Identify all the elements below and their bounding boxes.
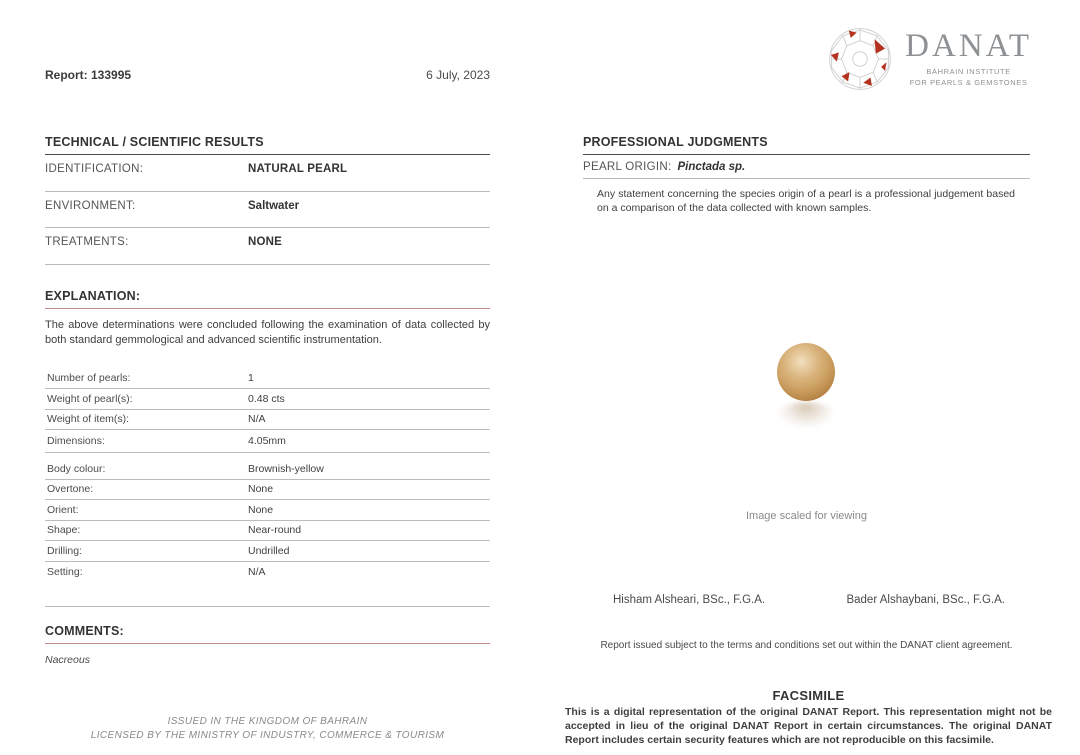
overtone-label: Overtone: (47, 483, 94, 496)
primary-properties-table (45, 369, 490, 454)
image-scale-caption: Image scaled for viewing (745, 510, 868, 522)
issuer-footer-line1: ISSUED IN THE KINGDOM OF BAHRAIN (167, 716, 368, 727)
number-of-pearls-label: Number of pearls: (47, 372, 131, 385)
setting-value: N/A (248, 565, 266, 578)
treatments-value: NONE (248, 236, 283, 248)
gem-emblem-icon (827, 26, 893, 92)
shape-label: Shape: (47, 524, 81, 537)
pearl-origin-value: Pinctada sp. (677, 161, 746, 173)
orient-label: Orient: (47, 503, 79, 516)
pearl-origin-row (583, 155, 1030, 179)
professional-judgments-title: PROFESSIONAL JUDGMENTS (583, 135, 1030, 155)
section-divider (45, 606, 490, 607)
environment-label: ENVIRONMENT: (45, 199, 136, 212)
identification-label: IDENTIFICATION: (45, 163, 144, 175)
facsimile-title: FACSIMILE (772, 688, 845, 703)
logo-text (905, 30, 1032, 87)
signatures-row (583, 594, 1030, 606)
environment-value: Saltwater (248, 199, 300, 212)
danat-logo (827, 26, 1032, 92)
table-row (45, 562, 490, 583)
technical-results-title: TECHNICAL / SCIENTIFIC RESULTS (45, 135, 490, 155)
logo-wordmark: DANAT (905, 28, 1032, 65)
table-row (45, 430, 490, 453)
comments-title: COMMENTS: (45, 624, 490, 644)
overtone-value: None (248, 483, 274, 496)
table-row (45, 228, 490, 265)
dimensions-value: 4.05mm (248, 435, 286, 448)
setting-label: Setting: (47, 565, 83, 578)
table-row (45, 369, 490, 390)
origin-disclaimer: Any statement concerning the species origin of a pearl is a professional judgement based on a comparison of the data collected with known samples. (597, 188, 1015, 215)
professional-judgments-column (583, 135, 1030, 216)
table-row (45, 541, 490, 562)
facsimile-section (565, 688, 1052, 748)
terms-note: Report issued subject to the terms and conditions set out within the DANAT client agreement. (600, 640, 1013, 651)
orient-value: None (248, 503, 274, 516)
weight-of-pearls-value: 0.48 cts (248, 392, 285, 405)
weight-of-items-value: N/A (248, 413, 266, 426)
facsimile-body: This is a digital representation of the original DANAT Report. This representation might not be accepted in lieu of the original DANAT Report in certain circumstances. The original DANAT Report includes certain security features which are not reproducible on this facsimile. (565, 706, 1052, 746)
drilling-value: Undrilled (248, 544, 290, 557)
table-row (45, 155, 490, 192)
explanation-title: EXPLANATION: (45, 289, 490, 309)
shape-value: Near-round (248, 524, 302, 537)
logo-tagline-line1: BAHRAIN INSTITUTE (926, 67, 1011, 77)
treatments-label: TREATMENTS: (45, 236, 129, 248)
pearl-photo-area (583, 340, 1030, 530)
table-row (45, 521, 490, 542)
dimensions-label: Dimensions: (47, 435, 105, 448)
body-colour-label: Body colour: (47, 462, 106, 475)
weight-of-items-label: Weight of item(s): (47, 413, 130, 426)
signatory-left: Hisham Alsheari, BSc., F.G.A. (613, 594, 766, 606)
table-row (45, 192, 490, 229)
technical-results-column (45, 135, 490, 666)
identification-value: NATURAL PEARL (248, 163, 348, 175)
drilling-label: Drilling: (47, 544, 83, 557)
explanation-body: The above determinations were concluded following the examination of data collected by both standard gemmological and advanced scientific instrumentation. (45, 318, 490, 347)
signatory-right: Bader Alshaybani, BSc., F.G.A. (846, 594, 1005, 606)
table-row (45, 389, 490, 410)
weight-of-pearls-label: Weight of pearl(s): (47, 392, 133, 405)
pearl-image (777, 343, 835, 401)
logo-tagline (910, 67, 1028, 87)
body-colour-value: Brownish-yellow (248, 462, 324, 475)
issuer-footer-line2: LICENSED BY THE MINISTRY OF INDUSTRY, COMMERCE & TOURISM (90, 729, 445, 741)
report-number: Report: 133995 (45, 68, 132, 82)
table-row (45, 459, 490, 480)
number-of-pearls-value: 1 (248, 372, 254, 385)
logo-tagline-line2: FOR PEARLS & GEMSTONES (909, 77, 1028, 87)
table-row (45, 500, 490, 521)
comments-section (45, 624, 490, 666)
report-date: 6 July, 2023 (426, 68, 490, 82)
issuer-footer (45, 715, 490, 742)
table-row (45, 410, 490, 431)
explanation-section (45, 289, 490, 349)
secondary-properties-table (45, 459, 490, 582)
table-row (45, 480, 490, 501)
comments-body: Nacreous (45, 654, 90, 667)
pearl-reflection (777, 402, 835, 428)
pearl-origin-label: PEARL ORIGIN: (583, 161, 672, 173)
